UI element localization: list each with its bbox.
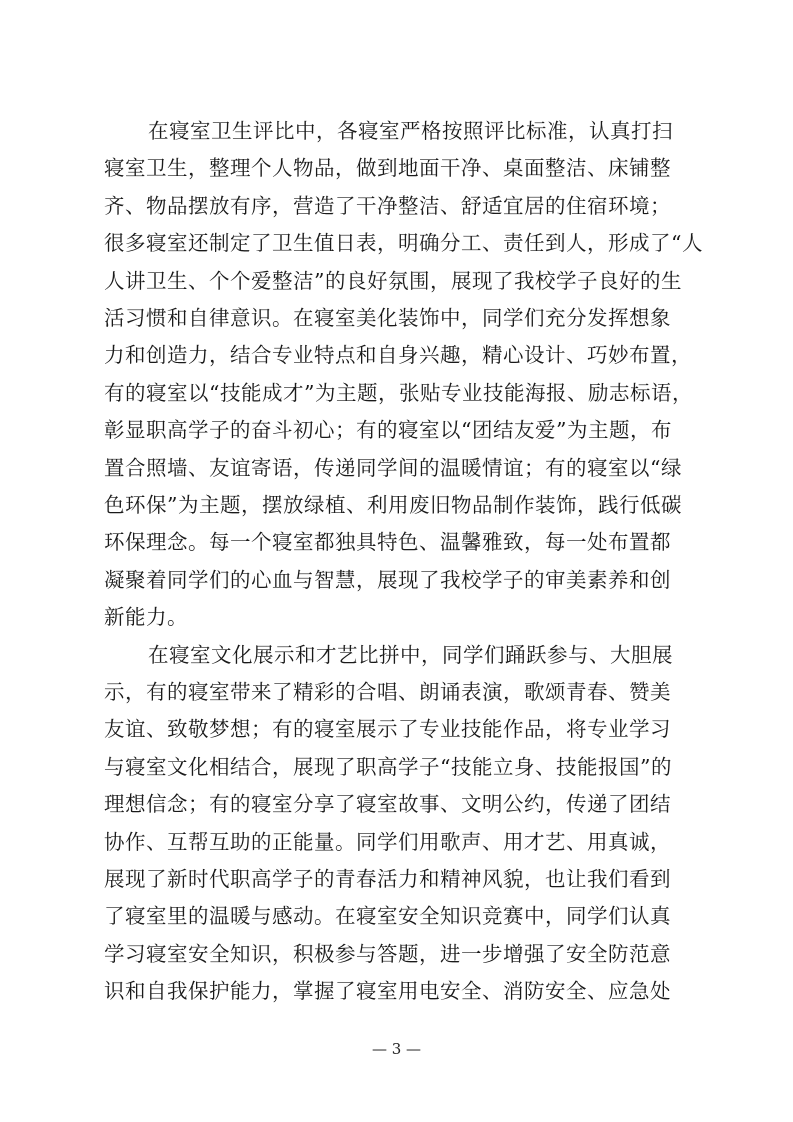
text-line: 置合照墙、友谊寄语，传递同学间的温暖情谊；有的寝室以“绿 bbox=[104, 455, 682, 480]
text-line: 示，有的寝室带来了精彩的合唱、朗诵表演，歌颂青春、赞美 bbox=[104, 680, 671, 704]
text-line: 新能力。 bbox=[104, 605, 188, 630]
text-line: 在寝室卫生评比中，各寝室严格按照评比标准，认真打扫 bbox=[148, 119, 673, 143]
text-line: 协作、互帮互助的正能量。同学们用歌声、用才艺、用真诚， bbox=[104, 829, 671, 854]
text-line: 活习惯和自律意识。在寝室美化装饰中，同学们充分发挥想象 bbox=[104, 306, 671, 330]
text-line: 识和自我保护能力，掌握了寝室用电安全、消防安全、应急处 bbox=[104, 979, 671, 1004]
page-number: — 3 — bbox=[371, 1040, 422, 1058]
text-line: 学习寝室安全知识，积极参与答题，进一步增强了安全防范意 bbox=[104, 941, 671, 966]
text-line: 环保理念。每一个寝室都独具特色、温馨雅致，每一处布置都 bbox=[104, 530, 671, 555]
text-line: 有的寝室以“技能成才”为主题，张贴专业技能海报、励志标语， bbox=[104, 380, 693, 405]
text-line: 色环保”为主题，摆放绿植、利用废旧物品制作装饰，践行低碳 bbox=[104, 493, 682, 517]
text-line: 在寝室文化展示和才艺比拼中，同学们踊跃参与、大胆展 bbox=[148, 642, 673, 667]
text-line: 力和创造力，结合专业特点和自身兴趣，精心设计、巧妙布置， bbox=[104, 343, 692, 368]
text-line: 理想信念；有的寝室分享了寝室故事、文明公约，传递了团结 bbox=[104, 792, 671, 817]
text-line: 很多寝室还制定了卫生值日表，明确分工、责任到人，形成了“人 bbox=[104, 231, 703, 256]
text-line: 人讲卫生、个个爱整洁”的良好氛围，展现了我校学子良好的生 bbox=[104, 268, 682, 293]
text-line: 了寝室里的温暖与感动。在寝室安全知识竞赛中，同学们认真 bbox=[104, 904, 671, 929]
text-line: 与寝室文化相结合，展现了职高学子“技能立身、技能报国”的 bbox=[104, 754, 672, 779]
text-line: 寝室卫生，整理个人物品，做到地面干净、桌面整洁、床铺整 bbox=[104, 156, 671, 181]
text-line: 彰显职高学子的奋斗初心；有的寝室以“团结友爱”为主题，布 bbox=[104, 418, 672, 443]
text-line: 齐、物品摆放有序，营造了干净整洁、舒适宜居的住宿环境； bbox=[104, 193, 671, 218]
text-line: 友谊、致敬梦想；有的寝室展示了专业技能作品，将专业学习 bbox=[104, 717, 671, 742]
text-line: 展现了新时代职高学子的青春活力和精神风貌，也让我们看到 bbox=[104, 867, 671, 891]
text-line: 凝聚着同学们的心血与智慧，展现了我校学子的审美素养和创 bbox=[104, 567, 671, 592]
